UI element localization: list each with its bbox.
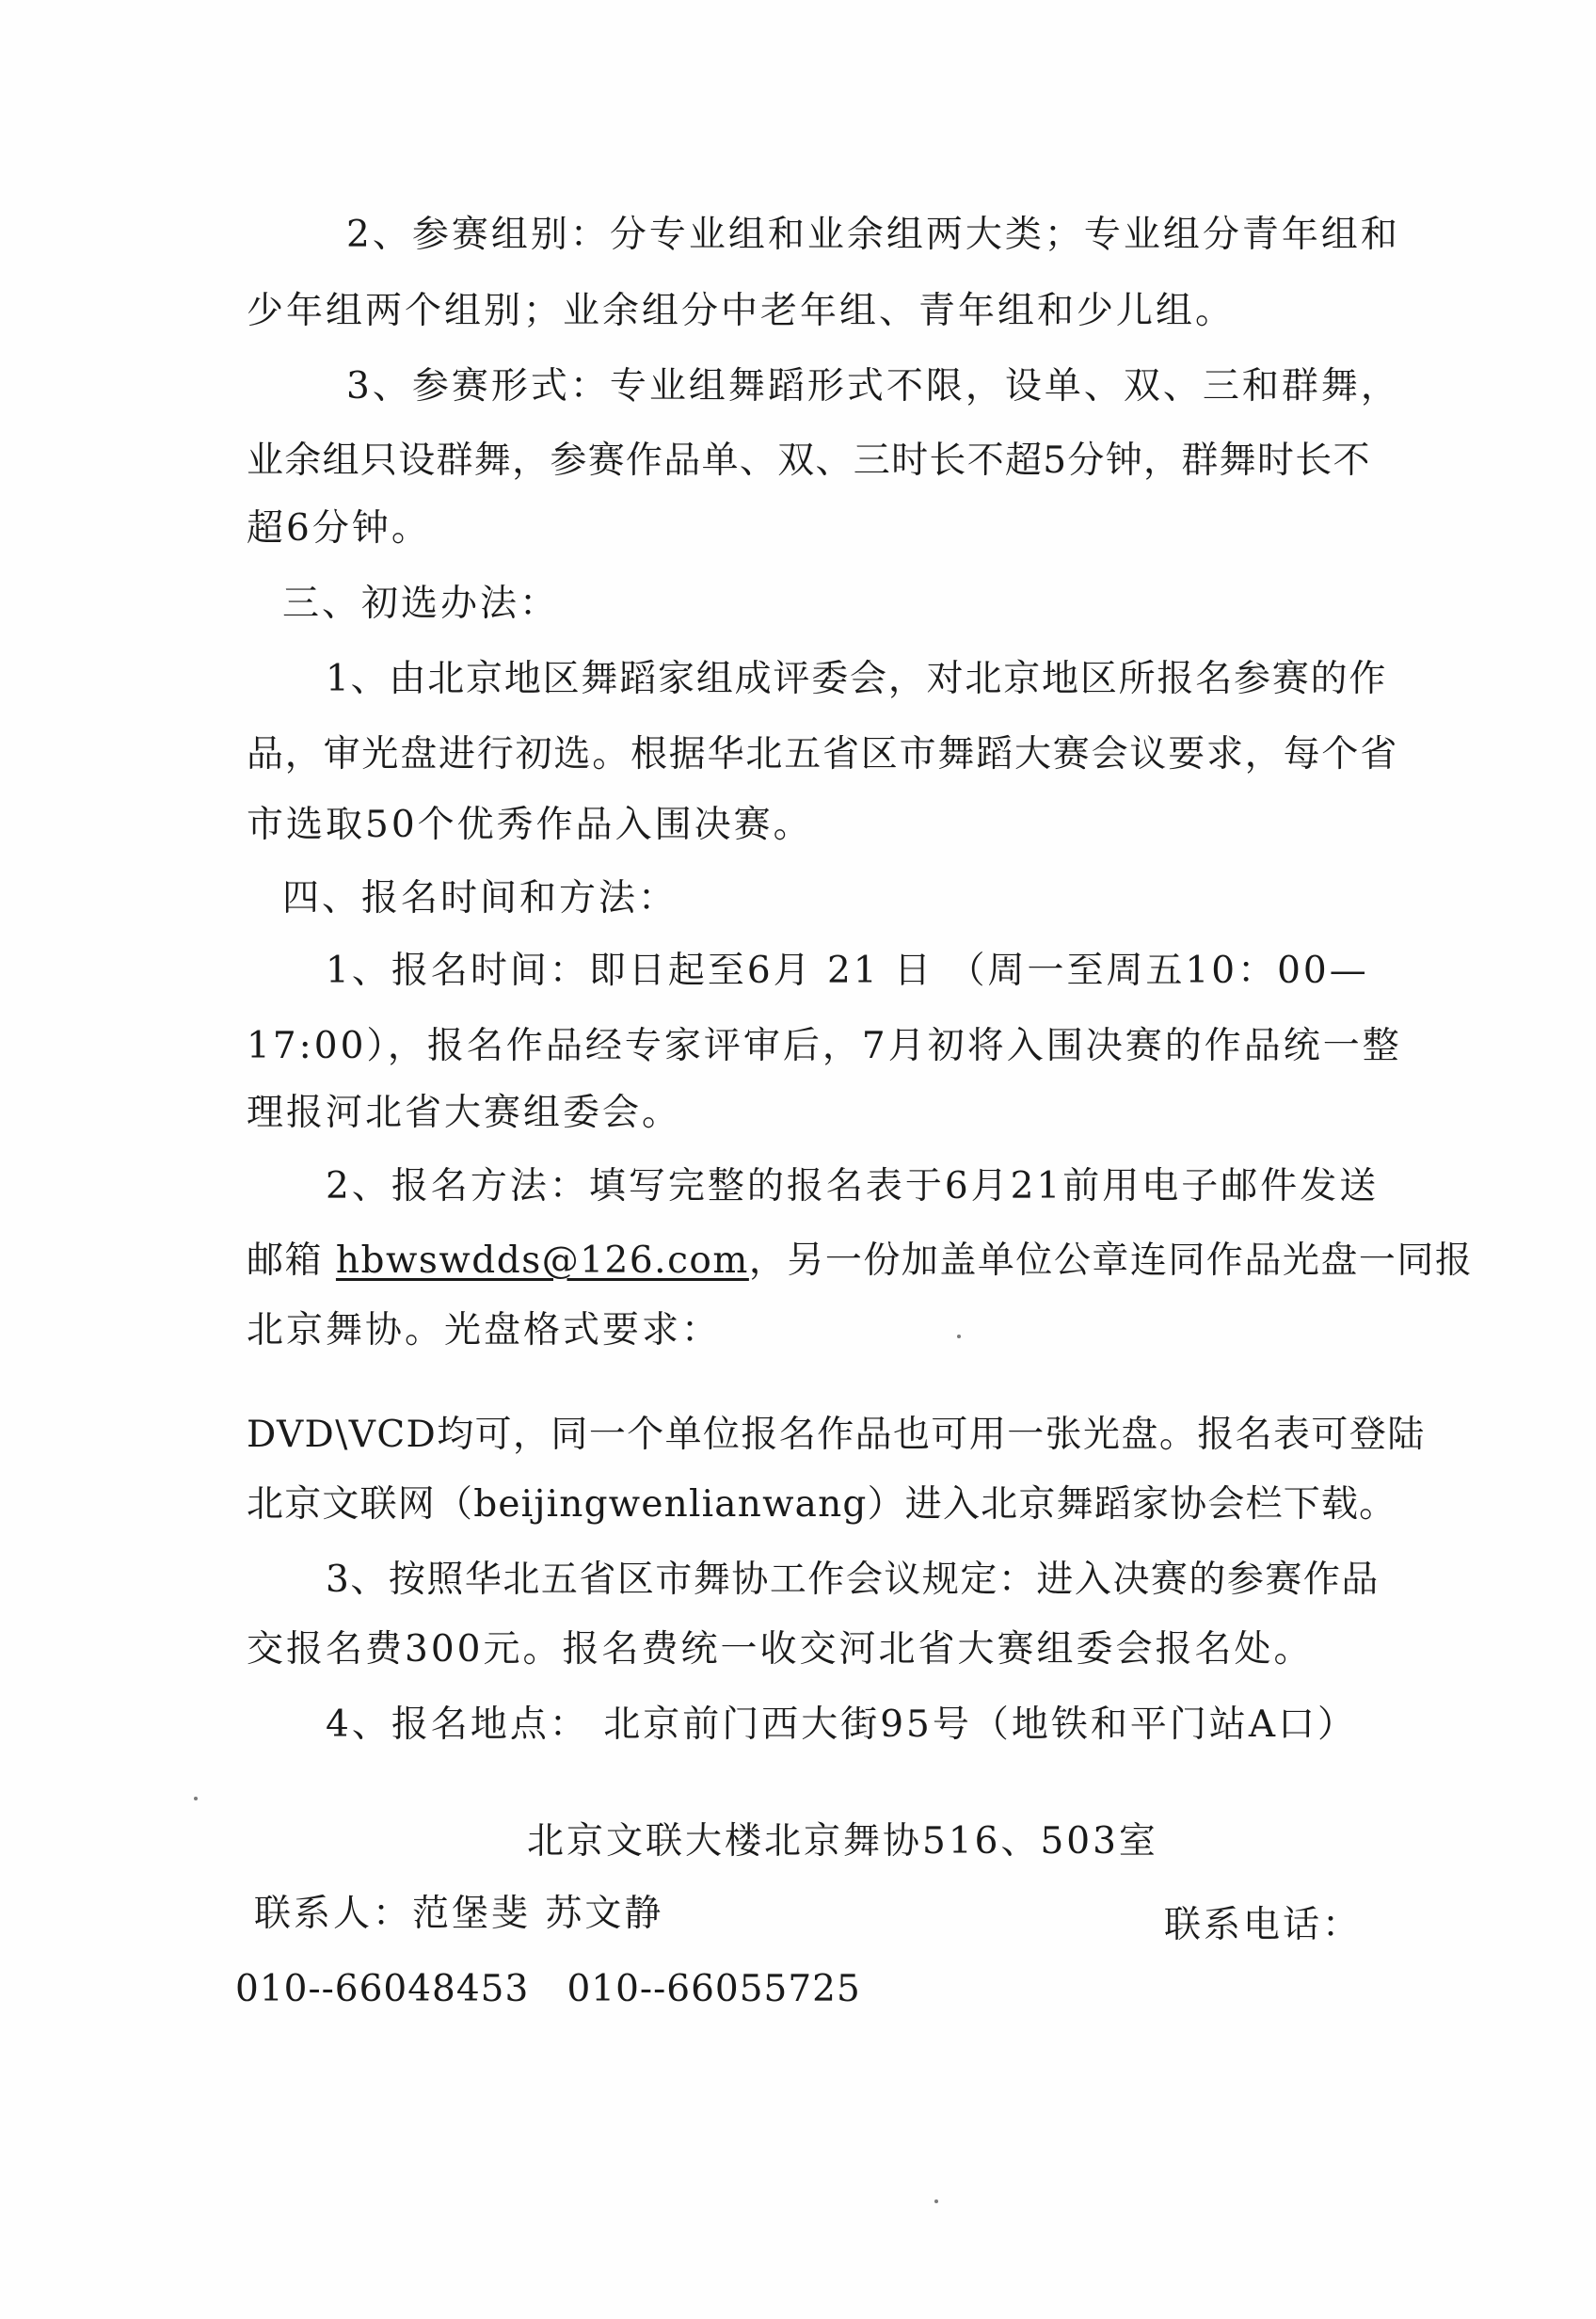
section-2-line-1: 2、参赛组别：分专业组和业余组两大类；专业组分青年组和 <box>346 214 1400 256</box>
registration-method-line-3: 北京舞协。光盘格式要求： <box>247 1309 722 1351</box>
registration-time-line-3: 理报河北省大赛组委会。 <box>247 1092 682 1134</box>
scan-speck <box>934 2199 938 2203</box>
heading-registration: 四、报名时间和方法： <box>282 877 678 920</box>
registration-location-building: 北京文联大楼北京舞协516、503室 <box>527 1820 1158 1863</box>
disc-format-line-1: DVD\VCD均可，同一个单位报名作品也可用一张光盘。报名表可登陆 <box>247 1414 1426 1456</box>
registration-method-line-1: 2、报名方法：填写完整的报名表于6月21前用电子邮件发送 <box>326 1165 1380 1207</box>
fee-line-2: 交报名费300元。报名费统一收交河北省大赛组委会报名处。 <box>247 1628 1314 1671</box>
section-3-line-3: 超6分钟。 <box>247 507 431 550</box>
email-suffix: ，另一份加盖单位公章连同作品光盘一同报 <box>748 1239 1474 1282</box>
section-3-line-1: 3、参赛形式：专业组舞蹈形式不限，设单、双、三和群舞， <box>346 365 1400 408</box>
registration-location-line: 4、报名地点： 北京前门西大街95号（地铁和平门站A口） <box>326 1703 1358 1746</box>
email-prefix: 邮箱 <box>247 1239 324 1282</box>
section-3-line-2: 业余组只设群舞，参赛作品单、双、三时长不超5分钟，群舞时长不 <box>247 440 1371 482</box>
scan-speck <box>194 1797 198 1800</box>
scan-speck <box>957 1335 961 1338</box>
registration-email-line <box>247 1239 1473 1284</box>
contact-person: 联系人：范堡斐 苏文静 <box>254 1893 664 1935</box>
contact-phone-label: 联系电话： <box>1164 1904 1363 1946</box>
heading-preselection: 三、初选办法： <box>282 583 560 625</box>
preselection-line-2: 品，审光盘进行初选。根据华北五省区市舞蹈大赛会议要求，每个省 <box>247 733 1399 776</box>
preselection-line-3: 市选取50个优秀作品入围决赛。 <box>247 804 813 846</box>
contact-phone-numbers[interactable]: 010--66048453 010--66055725 <box>235 1968 861 2010</box>
registration-time-line-2: 17:00），报名作品经专家评审后，7月初将入围决赛的作品统一整 <box>247 1025 1402 1067</box>
section-2-line-2: 少年组两个组别；业余组分中老年组、青年组和少儿组。 <box>247 290 1236 332</box>
fee-line-1: 3、按照华北五省区市舞协工作会议规定：进入决赛的参赛作品 <box>326 1559 1380 1601</box>
disc-format-line-2: 北京文联网（beijingwenlianwang）进入北京舞蹈家协会栏下载。 <box>247 1483 1397 1526</box>
registration-time-line-1: 1、报名时间：即日起至6月 21 日 （周一至周五10：00— <box>326 950 1369 992</box>
email-link[interactable]: hbwswdds@126.com <box>335 1239 749 1282</box>
preselection-line-1: 1、由北京地区舞蹈家组成评委会，对北京地区所报名参赛的作 <box>326 658 1388 700</box>
